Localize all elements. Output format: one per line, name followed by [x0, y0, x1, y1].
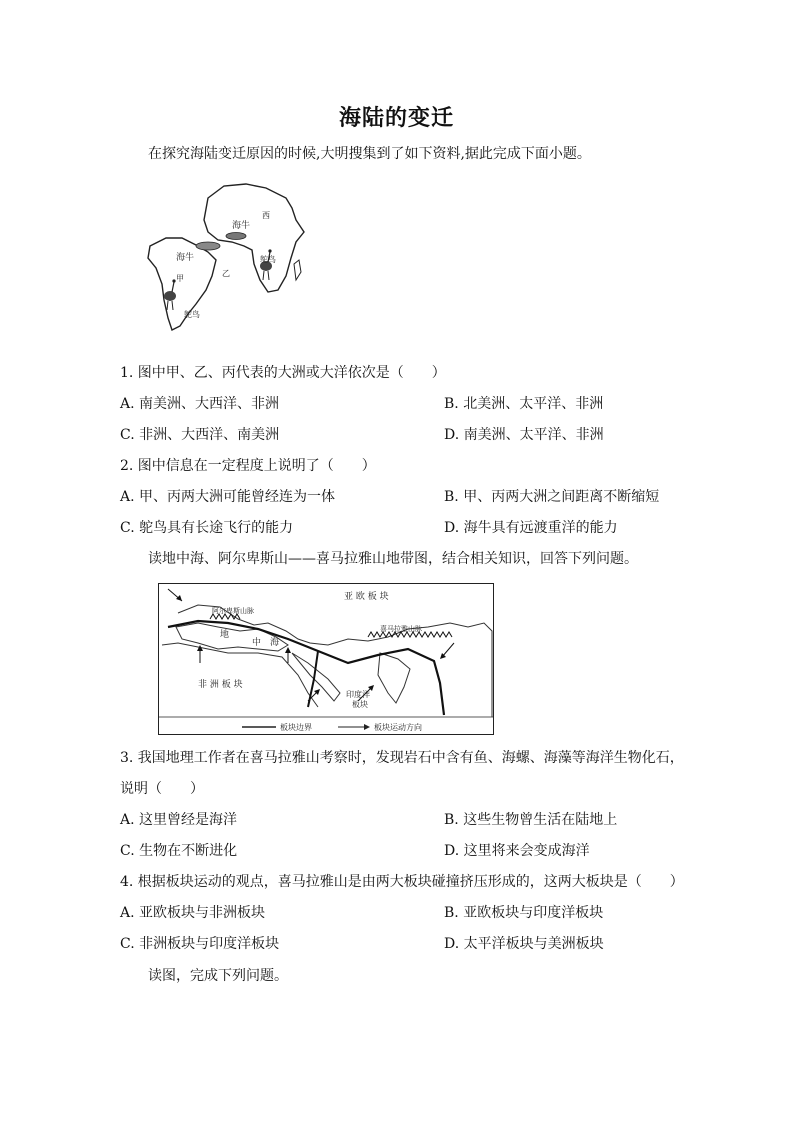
- q4-option-d[interactable]: D. 太平洋板块与美洲板块: [444, 936, 604, 952]
- africa-outline: [204, 184, 304, 292]
- q2-option-a[interactable]: A. 甲、丙两大洲可能曾经连为一体: [120, 489, 336, 505]
- q1-option-c[interactable]: C. 非洲、大西洋、南美洲: [120, 427, 280, 443]
- q3-option-d[interactable]: D. 这里将来会变成海洋: [444, 843, 590, 859]
- page-title: 海陆的变迁: [338, 105, 454, 131]
- q2-option-b[interactable]: B. 甲、丙两大洲之间距离不断缩短: [444, 489, 660, 505]
- madagascar-outline: [294, 260, 301, 280]
- q2-option-d[interactable]: D. 海牛具有远渡重洋的能力: [444, 520, 618, 536]
- q3-stem-line-1: 3. 我国地理工作者在喜马拉雅山考察时，发现岩石中含有鱼、海螺、海藻等海洋生物化石，: [120, 750, 684, 766]
- q4-option-a[interactable]: A. 亚欧板块与非洲板块: [120, 905, 266, 921]
- q1-option-b[interactable]: B. 北美洲、太平洋、非洲: [444, 396, 604, 412]
- q3-option-c[interactable]: C. 生物在不断进化: [120, 843, 238, 859]
- q3-option-b[interactable]: B. 这些生物曾生活在陆地上: [444, 812, 618, 828]
- legend-boundary-label: 板块边界: [280, 723, 312, 732]
- label-sea-cow-africa: 海牛: [232, 221, 251, 231]
- q4-option-c[interactable]: C. 非洲板块与印度洋板块: [120, 936, 280, 952]
- q2-option-c[interactable]: C. 鸵鸟具有长途飞行的能力: [120, 520, 294, 536]
- legend-direction-label: 板块运动方向: [374, 723, 422, 732]
- plates-map: [158, 583, 494, 735]
- label-africa-plate: 非 洲 板 块: [198, 680, 243, 690]
- q1-stem: 1. 图中甲、乙、丙代表的大洲或大洋依次是（ ）: [120, 365, 446, 381]
- q3-option-a[interactable]: A. 这里曾经是海洋: [120, 812, 238, 828]
- label-indian-plate-2: 板块: [352, 700, 368, 709]
- intro-paragraph-1: 在探究海陆变迁原因的时候,大明搜集到了如下资料,据此完成下面小题。: [148, 146, 591, 162]
- label-ostrich-sa: 鸵鸟: [184, 310, 200, 319]
- sea-cow-ocean-icon: [196, 242, 220, 250]
- label-sea-cow-sa: 海牛: [176, 253, 195, 263]
- south-america-outline: [148, 238, 216, 330]
- continents-map: [136, 180, 311, 340]
- label-med-1: 地: [220, 630, 230, 640]
- q4-option-b[interactable]: B. 亚欧板块与印度洋板块: [444, 905, 604, 921]
- label-jia: 甲: [176, 274, 184, 283]
- label-med-3: 海: [270, 638, 280, 648]
- label-yi: 乙: [222, 269, 230, 278]
- label-ostrich-africa: 鸵鸟: [260, 255, 276, 264]
- q2-stem: 2. 图中信息在一定程度上说明了（ ）: [120, 458, 376, 474]
- q4-stem: 4. 根据板块运动的观点，喜马拉雅山是由两大板块碰撞挤压形成的，这两大板块是（ ）: [120, 874, 684, 890]
- label-himalaya: 喜马拉雅山脉: [380, 625, 422, 633]
- label-eurasia-plate: 亚 欧 板 块: [344, 592, 389, 602]
- sea-cow-africa-icon: [226, 233, 246, 240]
- label-west: 西: [262, 211, 270, 220]
- q3-stem-line-2: 说明（ ）: [120, 781, 204, 797]
- label-indian-plate-1: 印度洋: [346, 690, 370, 699]
- q1-option-d[interactable]: D. 南美洲、太平洋、非洲: [444, 427, 604, 443]
- intro-paragraph-3: 读图，完成下列问题。: [148, 968, 288, 984]
- intro-paragraph-2: 读地中海、阿尔卑斯山——喜马拉雅山地带图，结合相关知识，回答下列问题。: [148, 551, 638, 567]
- q1-option-a[interactable]: A. 南美洲、大西洋、非洲: [120, 396, 280, 412]
- label-med-2: 中: [252, 638, 262, 648]
- label-alps: 阿尔卑斯山脉: [212, 607, 254, 615]
